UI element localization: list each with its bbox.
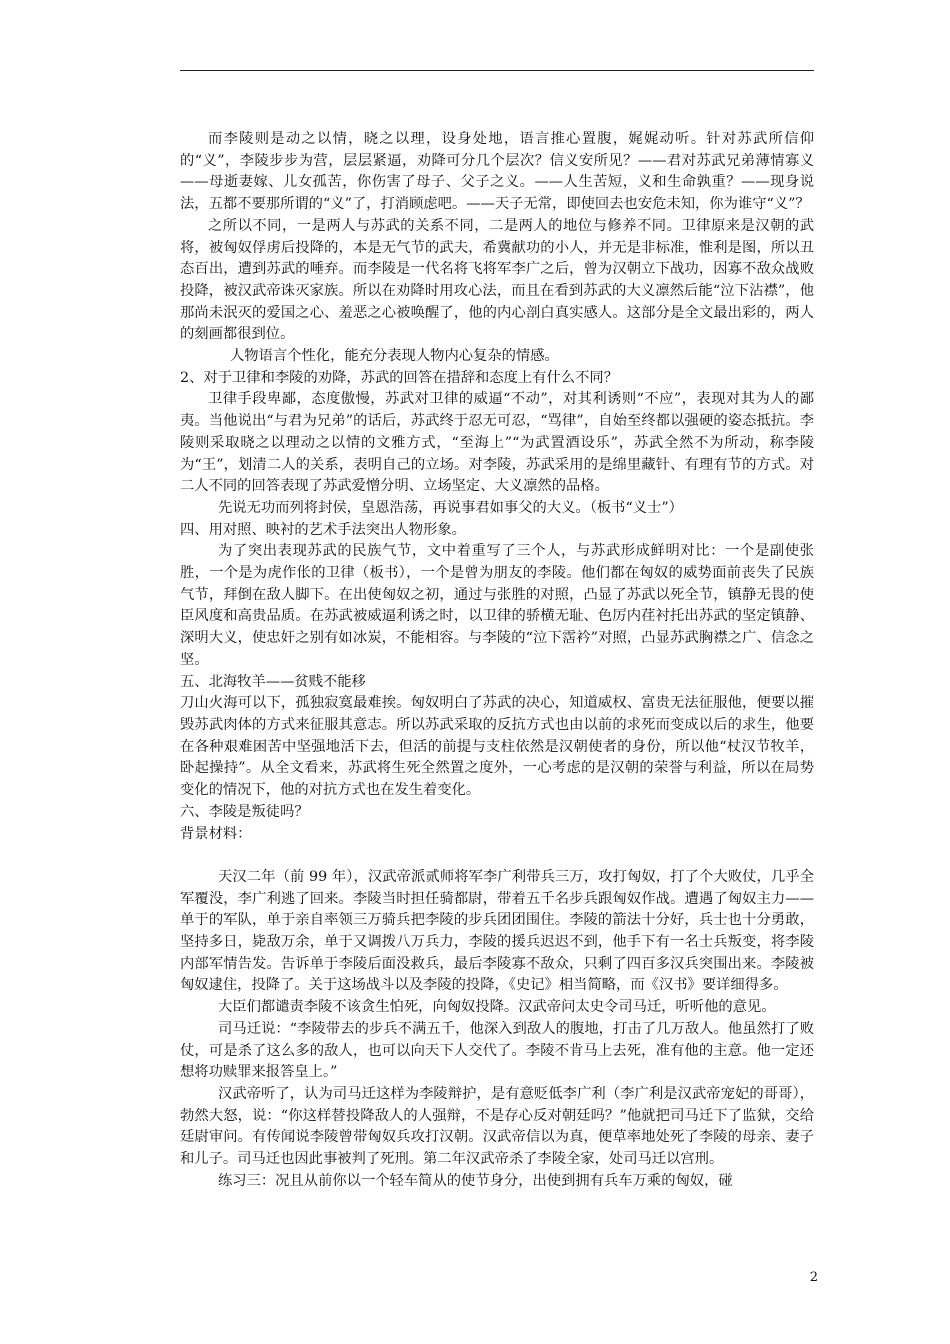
page-number: 2: [809, 1270, 818, 1285]
paragraph: 司马迁说：“李陵带去的步兵不满五千，他深入到敌人的腹地，打击了几万敌人。他虽然打了败仗，可是杀了这么多的敌人，也可以向天下人交代了。李陵不肯马上去死，准有他的主意。他一定还想将功赎罪来报答皇上。”: [180, 1020, 814, 1081]
paragraph: 四、用对照、映衬的艺术手法突出人物形象。: [180, 521, 466, 538]
paragraph-gap: [180, 845, 814, 867]
paragraph: 练习三：况且从前你以一个轻车简从的使节身分，出使到拥有兵车万乘的匈奴，碰: [218, 1172, 733, 1189]
paragraph: 卫律手段卑鄙，态度傲慢，苏武对卫律的威逼“不动”，对其利诱则“不应”，表现对其为人的鄙夷。当他说出“与君为兄弟”的话后，苏武终于忍无可忍，“骂律”，自始至终都以强硬的姿态抵抗。李陵则采取晓之以理动之以情的文雅方式，“至海上”“为武置酒设乐”，苏武全然不为所动，称李陵为“王”，划清二人的关系，表明自己的立场。对李陵，苏武采用的是绵里藏针、有理有节的方式。对二人不同的回答表现了苏武爱憎分明、立场坚定、大义凛然的品格。: [180, 391, 814, 495]
paragraph: 而李陵则是动之以情，晓之以理，设身处地，语言推心置腹，娓娓动听。针对苏武所信仰的“义”，李陵步步为营，层层紧逼，劝降可分几个层次？信义安所见？——君对苏武兄弟薄情寡义——母逝妻嫁、儿女孤苦，你伤害了母子、父子之义。——人生苦短，义和生命孰重？——现身说法，五都不要那所谓的“义”了，打消顾虑吧。——天子无常，即使回去也安危未知，你为谁守“义”？: [180, 131, 814, 213]
paragraph: 背景材料：: [180, 825, 252, 842]
paragraph: 五、北海牧羊——贫贱不能移: [180, 673, 366, 690]
paragraph: 六、李陵是叛徒吗？: [180, 803, 309, 820]
paragraph: 先说无功而列将封侯，皇恩浩荡，再说事君如事父的大义。（板书“义士”）: [218, 499, 683, 516]
paragraph: 2、对于卫律和李陵的劝降，苏武的回答在措辞和态度上有什么不同？: [180, 369, 618, 386]
paragraph: 天汉二年（前 99 年），汉武帝派贰师将军李广利带兵三万，攻打匈奴，打了个大败仗，几乎全军覆没，李广利逃了回来。李陵当时担任骑都尉，带着五千名步兵跟匈奴作战。遭遇了匈奴主力——单于的军队，单于亲自率领三万骑兵把李陵的步兵团团围住。李陵的箭法十分好，兵士也十分勇敢，坚持多日，毙敌万余，单于又调拨八万兵力，李陵的援兵迟迟不到，他手下有一名士兵叛变，将李陵内部军情告发。告诉单于李陵后面没救兵，最后李陵寡不敌众，只剩了四百多汉兵突围出来。李陵被匈奴逮住，投降了。关于这场战斗以及李陵的投降，《史记》相当简略，而《汉书》要详细得多。: [180, 868, 814, 994]
paragraph: 汉武帝听了，认为司马迁这样为李陵辩护，是有意贬低李广利（李广利是汉武帝宠妃的哥哥），勃然大怒，说：“你这样替投降敌人的人强辩，不是存心反对朝廷吗？”他就把司马迁下了监狱，交给廷尉审问。有传闻说李陵曾带匈奴兵攻打汉朝。汉武帝信以为真，便草率地处死了李陵的母亲、妻子和儿子。司马迁也因此事被判了死刑。第二年汉武帝杀了李陵全家，处司马迁以宫刑。: [180, 1085, 814, 1168]
paragraph: 人物语言个性化，能充分表现人物内心复杂的情感。: [230, 348, 559, 365]
paragraph: 为了突出表现苏武的民族气节，文中着重写了三个人，与苏武形成鲜明对比：一个是副使张胜，一个是为虎作伥的卫律（板书），一个是曾为朋友的李陵。他们都在匈奴的威势面前丧失了民族气节，拜倒在敌人脚下。在出使匈奴之初，通过与张胜的对照，凸显了苏武以死全节，镇静无畏的使臣风度和高贵品质。在苏武被威逼利诱之时，以卫律的骄横无耻、色厉内荏衬托出苏武的坚定镇静、深明大义，使忠奸之别有如冰炭，不能相容。与李陵的“泣下霑衿”对照，凸显苏武胸襟之广、信念之坚。: [180, 543, 814, 668]
paragraph: 之所以不同，一是两人与苏武的关系不同，二是两人的地位与修养不同。卫律原来是汉朝的武将，被匈奴俘虏后投降的，本是无气节的武夫，希冀献功的小人，并无是非标准，惟利是图，所以丑态百出，遭到苏武的唾弃。而李陵是一代名将飞将军李广之后，曾为汉朝立下战功，因寡不敌众战败投降，被汉武帝诛灭家族。所以在劝降时用攻心法，而且在看到苏武的大义凛然后能“泣下沾襟”，他那尚未泯灭的爱国之心、羞恶之心被唤醒了，他的内心剖白真实感人。这部分是全文最出彩的，两人的刻画都很到位。: [180, 217, 814, 343]
paragraph: 刀山火海可以下，孤独寂寞最难挨。匈奴明白了苏武的决心，知道威权、富贵无法征服他，便要以摧毁苏武肉体的方式来征服其意志。所以苏武采取的反抗方式也由以前的求死而变成以后的求生，他要在各种艰难困苦中坚强地活下去，但活的前提与支柱依然是汉朝使者的身份，所以他“杖汉节牧羊，卧起操持”。从全文看来，苏武将生死全然置之度外，一心考虑的是汉朝的荣誉与利益，所以在局势变化的情况下，他的对抗方式也在发生着变化。: [180, 695, 814, 799]
document-body: [180, 129, 814, 1192]
header-rule: [180, 70, 814, 71]
paragraph: 大臣们都谴责李陵不该贪生怕死，向匈奴投降。汉武帝问太史令司马迁，听听他的意见。: [218, 999, 776, 1016]
